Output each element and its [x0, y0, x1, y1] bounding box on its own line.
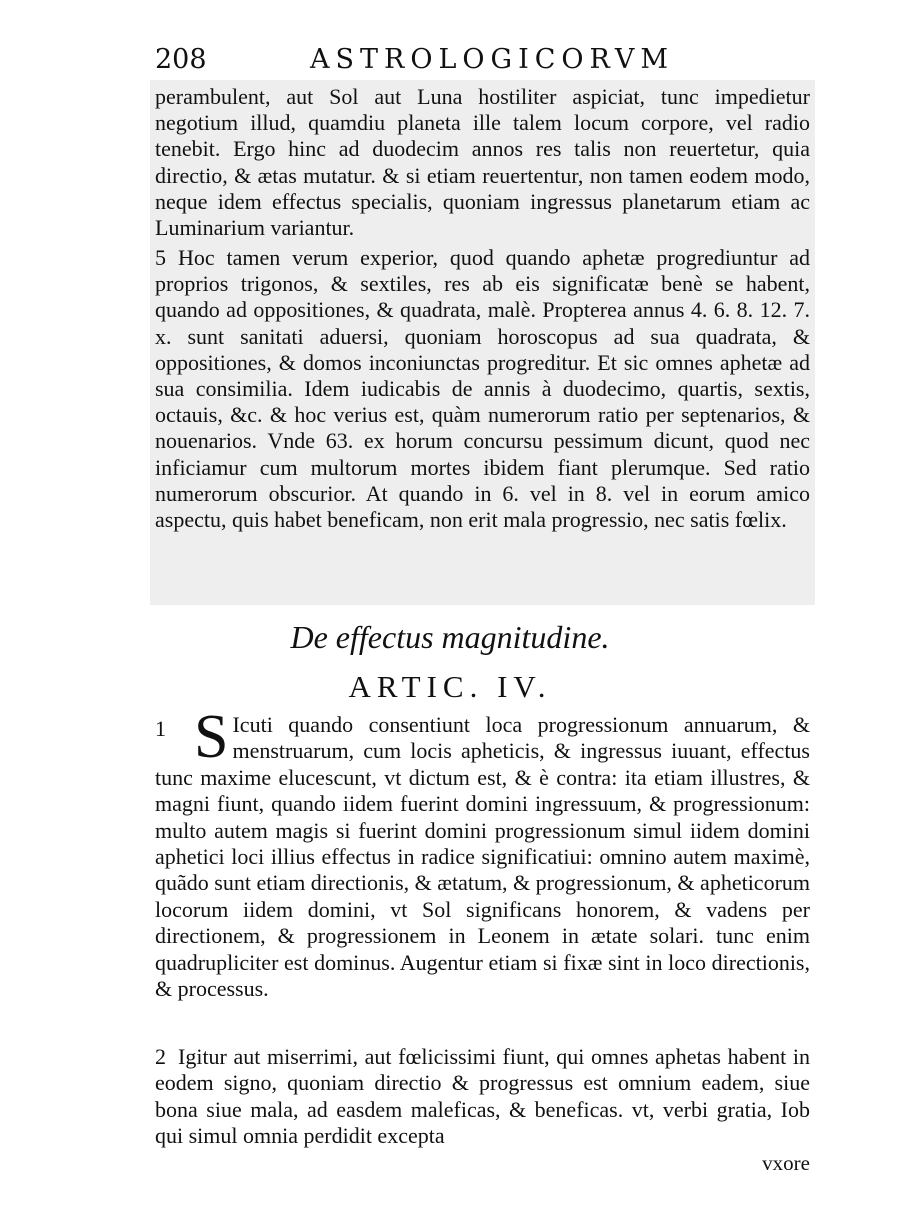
- drop-cap: S: [194, 703, 229, 771]
- paragraph-text: Hoc tamen verum experior, quod quando aphetæ progrediuntur ad proprios trigonos, & sextiles, res ab eis significatæ benè se habent, quando ad oppositiones, & quadrata, malè. Propterea annus 4. 6. 8. 12. 7. x. sunt sanitati aduersi, quoniam horoscopus ad sua quadrata, & oppositiones, & domos inconiunctas progreditur. Et sic omnes aphetæ ad sua consimilia. Idem iudicabis de annis à duodecimo, quartis, sextis, octauis, &c. & hoc verius est, quàm numerorum ratio per septenarios, & nouenarios. Vnde 63. ex horum concursu pessimum dicunt, quod nec inficiamur cum multorum mortes ibidem fiant plerumque. Sed ratio numerorum obscurior. At quando in 6. vel in 8. vel in eorum amico aspectu, quis habet beneficam, non erit mala progressio, nec satis fœlix.: [155, 245, 810, 533]
- paragraph-text: Igitur aut miserrimi, aut fœlicissimi fiunt, qui omnes aphetas habent in eodem signo, quoniam directio & progressus est omnium eadem, siue bona siue mala, ad easdem maleficas, & beneficas. vt, verbi gratia, Iob qui simul omnia perdidit excepta: [155, 1044, 810, 1149]
- section-title: De effectus magnitudine.: [290, 619, 610, 655]
- article-heading: ARTIC. IV.: [348, 669, 552, 704]
- paragraph-1: [155, 703, 811, 1002]
- catchword: vxore: [762, 1151, 810, 1175]
- paragraph-5: [155, 245, 810, 533]
- paragraph-number: 1: [155, 716, 166, 741]
- running-head-title: ASTROLOGICORVM: [310, 44, 675, 75]
- page-number: 208: [155, 44, 207, 75]
- paragraph-2: [155, 1044, 810, 1150]
- paragraph-number: 2: [155, 1044, 166, 1069]
- paragraph-continued: perambulent, aut Sol aut Luna hostiliter aspiciat, tunc impedietur negotium illud, quamdiu planeta ille talem locum corpore, vel radio tenebit. Ergo hinc ad duodecim annos res talis non reuertetur, quia directio, & ætas mutatur. & si etiam reuertentur, non tamen eodem modo, neque idem effectus specialis, quoniam ingressus planetarum etiam ac Luminarium variantur.: [155, 84, 810, 241]
- paragraph-text: Icuti quando consentiunt loca progressionum annuarum, & menstruarum, cum locis apheticis, & ingressus iuuant, effectus tunc maxime elucescunt, vt dictum est, & è contra: ita etiam illustres, & magni fiunt, quando iidem fuerint domini ingressuum, & progressionum: multo autem magis si fuerint domini progressionum simul iidem domini aphetici loci illius effectus in radice significatiui: omnino autem maximè, quãdo sunt etiam directionis, & ætatum, & progressionum, & apheticorum locorum iidem domini, vt Sol significans honorem, & vadens per directionem, & progressionem in Leonem in ætate solari. tunc enim quadrupliciter est dominus. Augentur etiam si fixæ sint in loco directionis, & processus.: [155, 712, 811, 1002]
- paragraph-number: 5: [155, 245, 166, 270]
